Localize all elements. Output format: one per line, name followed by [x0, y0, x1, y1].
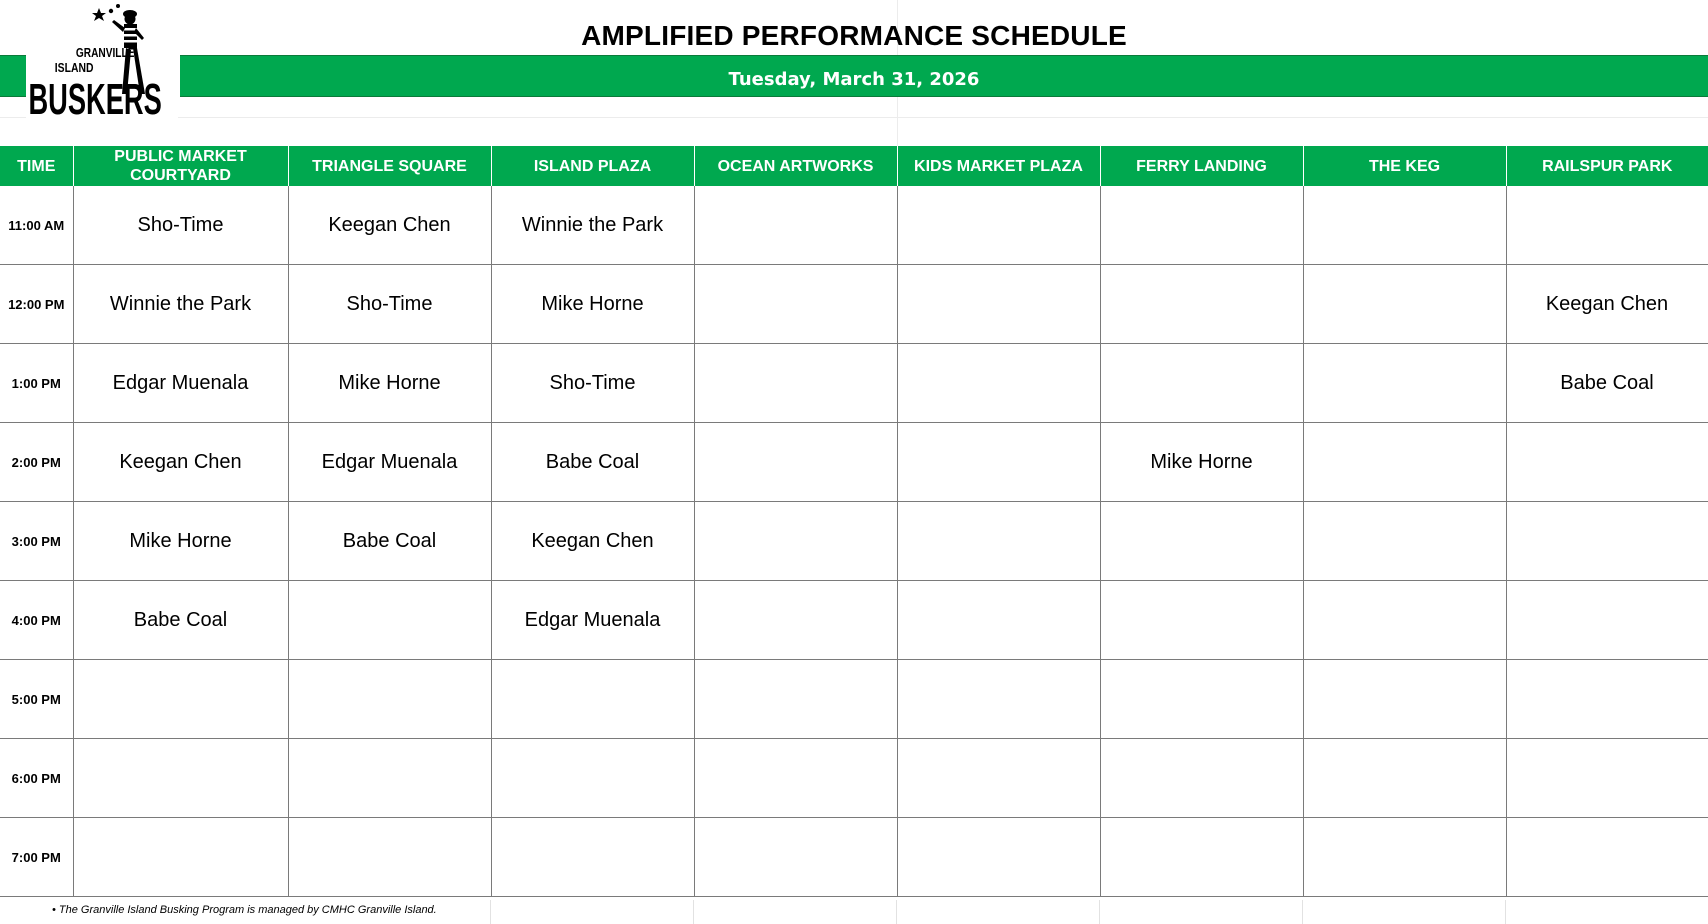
svg-text:ISLAND: ISLAND — [54, 60, 94, 76]
performer-cell: Babe Coal — [288, 502, 491, 581]
time-cell: 6:00 PM — [0, 739, 73, 818]
performer-cell — [1100, 739, 1303, 818]
performer-cell — [897, 502, 1100, 581]
schedule-row — [0, 818, 1708, 897]
performer-cell — [694, 265, 897, 344]
performer-cell: Edgar Muenala — [491, 581, 694, 660]
performer-cell — [897, 581, 1100, 660]
grid-line — [1099, 900, 1100, 924]
performer-cell — [288, 818, 491, 897]
grid-line — [0, 117, 1708, 118]
performer-cell: Mike Horne — [491, 265, 694, 344]
performer-cell: Babe Coal — [73, 581, 288, 660]
performer-cell — [694, 423, 897, 502]
performer-cell — [1303, 265, 1506, 344]
header-band-left — [0, 55, 28, 97]
performer-cell — [1506, 423, 1708, 502]
grid-line — [490, 900, 491, 924]
column-header-railspur-park: RAILSPUR PARK — [1506, 146, 1708, 186]
performer-cell — [1506, 502, 1708, 581]
footnote: • The Granville Island Busking Program is managed by CMHC Granville Island. — [52, 904, 437, 916]
performer-cell: Edgar Muenala — [288, 423, 491, 502]
time-cell: 11:00 AM — [0, 186, 73, 265]
buskers-logo — [26, 2, 178, 128]
performer-cell — [694, 581, 897, 660]
time-cell: 3:00 PM — [0, 502, 73, 581]
schedule-row — [0, 660, 1708, 739]
column-header-ferry-landing: FERRY LANDING — [1100, 146, 1303, 186]
svg-text:GRANVILLE: GRANVILLE — [75, 45, 135, 61]
grid-line — [896, 900, 897, 924]
schedule-table — [0, 146, 1708, 897]
performer-cell: Sho-Time — [491, 344, 694, 423]
performer-cell — [897, 739, 1100, 818]
performer-cell — [1303, 739, 1506, 818]
time-cell: 7:00 PM — [0, 818, 73, 897]
performer-cell — [1100, 344, 1303, 423]
logo-wordmark — [28, 46, 161, 124]
schedule-row — [0, 739, 1708, 818]
performer-cell — [73, 660, 288, 739]
grid-line — [1302, 900, 1303, 924]
performer-cell — [73, 818, 288, 897]
performer-cell: Babe Coal — [491, 423, 694, 502]
performer-cell — [694, 186, 897, 265]
performer-cell — [694, 344, 897, 423]
juggling-busker-icon — [26, 2, 178, 128]
schedule-date: Tuesday, March 31, 2026 — [728, 69, 980, 90]
grid-line — [1505, 900, 1506, 924]
column-header-the-keg: THE KEG — [1303, 146, 1506, 186]
schedule-row — [0, 186, 1708, 265]
performer-cell — [1506, 739, 1708, 818]
performer-cell: Sho-Time — [288, 265, 491, 344]
page-title: AMPLIFIED PERFORMANCE SCHEDULE — [581, 20, 1127, 51]
performer-cell — [73, 739, 288, 818]
performer-cell — [288, 581, 491, 660]
time-cell: 4:00 PM — [0, 581, 73, 660]
performer-cell: Sho-Time — [73, 186, 288, 265]
column-header-ocean-artworks: OCEAN ARTWORKS — [694, 146, 897, 186]
column-header-island-plaza: ISLAND PLAZA — [491, 146, 694, 186]
performer-cell — [491, 818, 694, 897]
performer-cell — [1100, 186, 1303, 265]
performer-cell: Edgar Muenala — [73, 344, 288, 423]
performer-cell — [897, 186, 1100, 265]
performer-cell: Keegan Chen — [73, 423, 288, 502]
performer-cell — [897, 344, 1100, 423]
performer-cell — [1100, 265, 1303, 344]
performer-cell — [1506, 186, 1708, 265]
performer-cell — [1100, 581, 1303, 660]
performer-cell — [897, 265, 1100, 344]
column-header-kids-market-plaza: KIDS MARKET PLAZA — [897, 146, 1100, 186]
performer-cell — [288, 660, 491, 739]
performer-cell — [1303, 423, 1506, 502]
performer-cell — [1506, 581, 1708, 660]
performer-cell — [491, 660, 694, 739]
column-header-public-market-courtyard: PUBLIC MARKET COURTYARD — [73, 146, 288, 186]
performer-cell — [1100, 818, 1303, 897]
svg-text:BUSKERS: BUSKERS — [28, 74, 162, 124]
grid-line — [693, 900, 694, 924]
performer-cell — [694, 818, 897, 897]
performer-cell: Winnie the Park — [491, 186, 694, 265]
performer-cell: Keegan Chen — [288, 186, 491, 265]
performer-cell — [1303, 660, 1506, 739]
performer-cell — [897, 818, 1100, 897]
performer-cell — [694, 660, 897, 739]
time-cell: 2:00 PM — [0, 423, 73, 502]
performer-cell — [491, 739, 694, 818]
performer-cell — [1303, 818, 1506, 897]
performer-cell: Keegan Chen — [491, 502, 694, 581]
performer-cell — [1303, 581, 1506, 660]
performer-cell: Mike Horne — [1100, 423, 1303, 502]
header-row — [0, 146, 1708, 186]
performer-cell: Mike Horne — [73, 502, 288, 581]
performer-cell — [1303, 502, 1506, 581]
column-header-triangle-square: TRIANGLE SQUARE — [288, 146, 491, 186]
performer-cell — [1303, 344, 1506, 423]
time-cell: 5:00 PM — [0, 660, 73, 739]
time-cell: 1:00 PM — [0, 344, 73, 423]
performer-cell — [694, 739, 897, 818]
time-cell: 12:00 PM — [0, 265, 73, 344]
performer-cell: Winnie the Park — [73, 265, 288, 344]
performer-cell — [694, 502, 897, 581]
performer-cell: Mike Horne — [288, 344, 491, 423]
schedule-row — [0, 344, 1708, 423]
performer-cell — [1100, 660, 1303, 739]
performer-cell — [897, 660, 1100, 739]
performer-cell — [1506, 660, 1708, 739]
schedule-row — [0, 265, 1708, 344]
performer-cell: Babe Coal — [1506, 344, 1708, 423]
performer-cell — [1100, 502, 1303, 581]
column-header-time: TIME — [0, 146, 73, 186]
performer-cell — [288, 739, 491, 818]
performer-cell — [1506, 818, 1708, 897]
schedule-row — [0, 581, 1708, 660]
performer-cell: Keegan Chen — [1506, 265, 1708, 344]
performer-cell — [1303, 186, 1506, 265]
schedule-body — [0, 186, 1708, 897]
schedule-row — [0, 502, 1708, 581]
performer-cell — [897, 423, 1100, 502]
schedule-row — [0, 423, 1708, 502]
